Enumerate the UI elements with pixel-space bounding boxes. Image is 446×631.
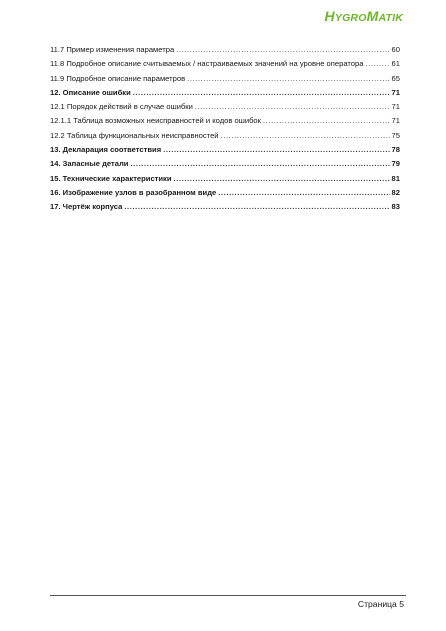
toc-leader-dots	[130, 159, 389, 168]
toc-entry-page: 78	[391, 145, 400, 155]
toc-leader-dots	[263, 116, 390, 125]
toc-leader-dots	[218, 188, 389, 197]
toc-entry-title: 11.7 Пример изменения параметра	[50, 45, 175, 54]
toc-leader-dots	[174, 174, 390, 183]
logo-part: M	[366, 8, 379, 24]
toc-leader-dots	[176, 45, 389, 54]
toc-entry-title: 12.2 Таблица функциональных неисправностей	[50, 130, 219, 140]
toc-entry-title: 11.9 Подробное описание параметров	[50, 73, 186, 83]
toc-entry-11-9[interactable]	[50, 74, 400, 88]
toc-entry-page: 71	[391, 102, 400, 112]
toc-entry-page: 60	[391, 45, 400, 54]
toc-entry-title: 12.1 Порядок действий в случае ошибки	[50, 102, 193, 112]
toc-entry-16[interactable]	[50, 188, 400, 202]
toc-entry-page: 71	[391, 87, 400, 97]
table-of-contents	[50, 45, 400, 217]
logo-part: YGRO	[334, 12, 367, 24]
toc-entry-12-1[interactable]	[50, 102, 400, 116]
toc-leader-dots	[195, 102, 390, 111]
hygromatik-logo	[325, 9, 403, 25]
page-number: 5	[399, 599, 404, 609]
page-label: Страница	[357, 599, 397, 609]
footer-divider	[50, 595, 406, 596]
toc-entry-page: 65	[391, 73, 400, 83]
toc-entry-title: 16. Изображение узлов в разобранном виде	[50, 187, 217, 197]
toc-entry-14[interactable]	[50, 159, 400, 173]
toc-leader-dots	[124, 202, 389, 211]
toc-entry-12-1-1[interactable]	[50, 116, 400, 130]
toc-entry-17[interactable]	[50, 202, 400, 216]
toc-entry-page: 75	[391, 130, 400, 140]
toc-entry-11-8[interactable]	[50, 59, 400, 73]
toc-leader-dots	[187, 74, 389, 83]
toc-entry-15[interactable]	[50, 174, 400, 188]
toc-entry-title: 17. Чертёж корпуса	[50, 202, 123, 212]
toc-entry-page: 81	[391, 173, 400, 183]
toc-entry-page: 79	[391, 159, 400, 169]
toc-entry-13[interactable]	[50, 145, 400, 159]
page-footer	[358, 599, 404, 609]
toc-leader-dots	[133, 88, 390, 97]
toc-entry-page: 82	[391, 187, 400, 197]
toc-entry-title: 13. Декларация соответствия	[50, 145, 162, 155]
toc-leader-dots	[221, 131, 390, 140]
toc-entry-page: 61	[391, 59, 400, 69]
logo-part: H	[324, 8, 335, 24]
toc-entry-title: 14. Запасные детали	[50, 159, 129, 169]
toc-entry-title: 15. Технические характеристики	[50, 173, 172, 183]
toc-leader-dots	[163, 145, 389, 154]
toc-entry-title: 12. Описание ошибки	[50, 87, 131, 97]
toc-entry-page: 71	[391, 116, 400, 126]
toc-entry-title: 11.8 Подробное описание считываемых / настраиваемых значений на уровне оператора	[50, 59, 364, 69]
toc-leader-dots	[365, 59, 389, 68]
logo-part: ATIK	[378, 12, 403, 24]
toc-entry-title: 12.1.1 Таблица возможных неисправностей и кодов ошибок	[50, 116, 261, 126]
toc-entry-11-7[interactable]	[50, 45, 400, 59]
toc-entry-12-2[interactable]	[50, 131, 400, 145]
toc-entry-12[interactable]	[50, 88, 400, 102]
toc-entry-page: 83	[391, 202, 400, 212]
